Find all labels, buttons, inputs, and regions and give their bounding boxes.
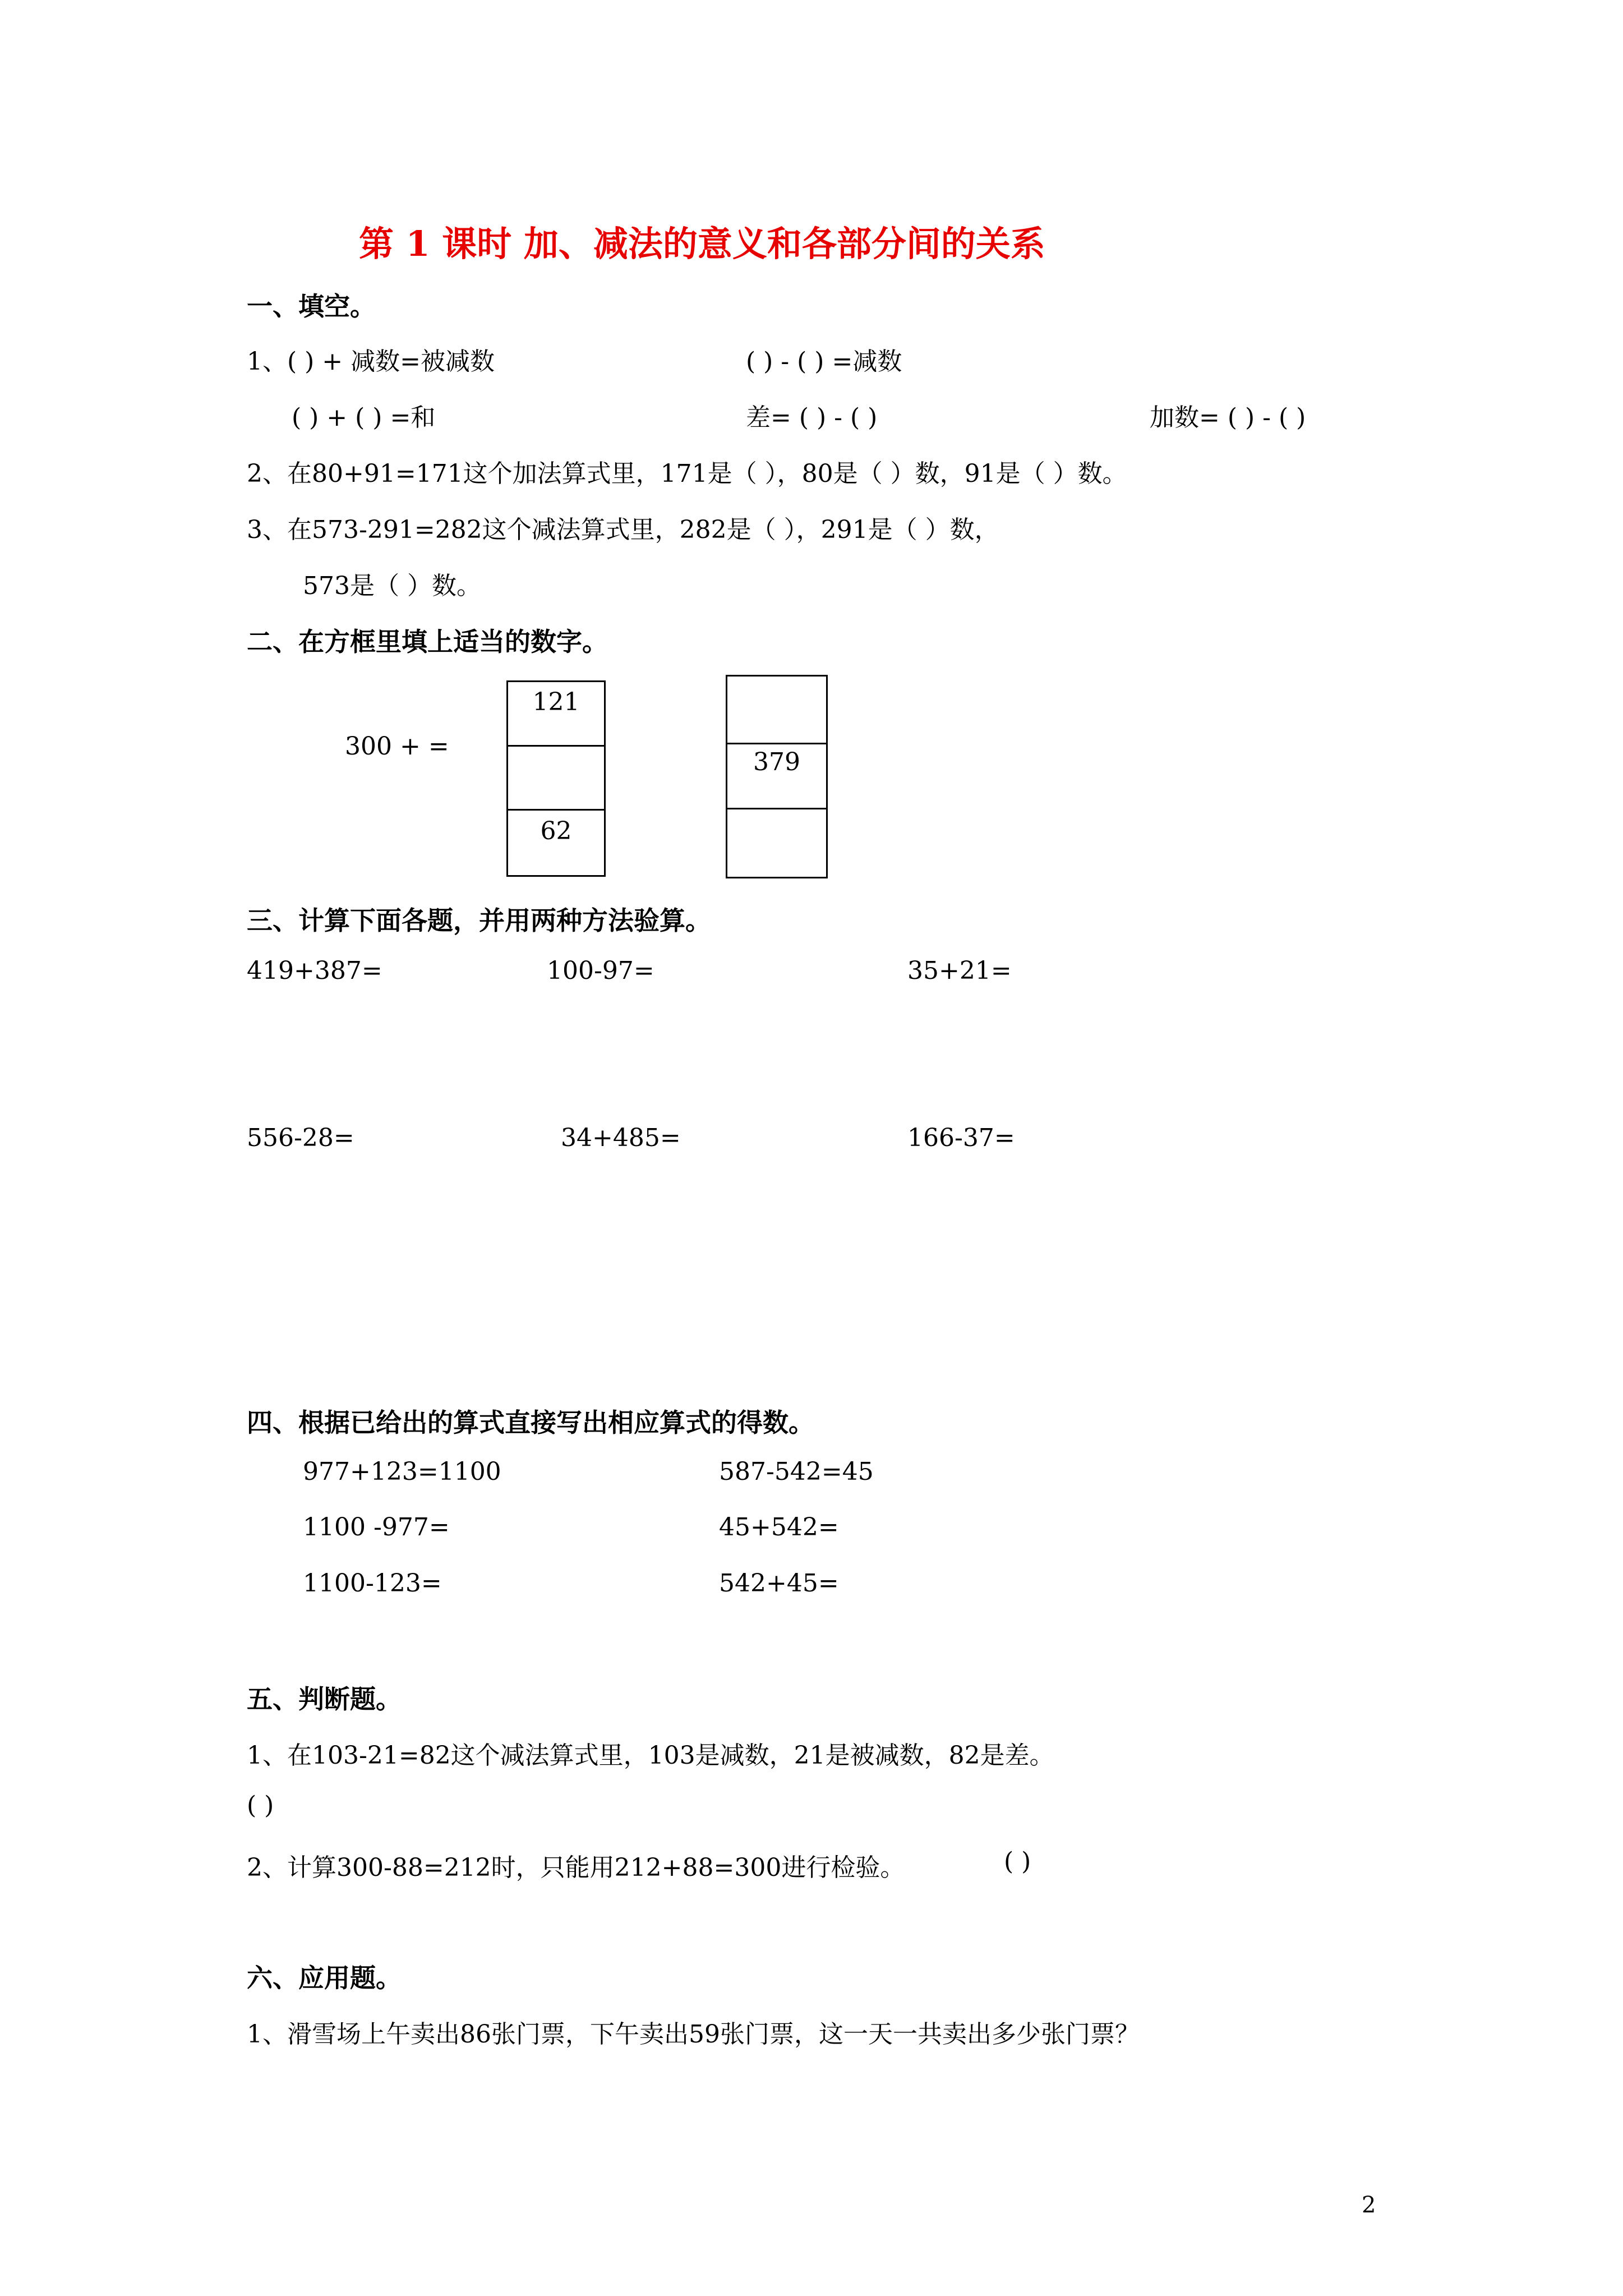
section-3-heading: 三、计算下面各题，并用两种方法验算。 xyxy=(247,905,711,936)
box2-divider-1 xyxy=(727,743,826,744)
section-4-heading: 四、根据已给出的算式直接写出相应算式的得数。 xyxy=(247,1407,814,1438)
fill-q3a: 3、在573-291=282这个减法算式里，282是（ ），291是（ ）数， xyxy=(247,516,999,544)
box1-divider-1 xyxy=(508,745,604,747)
page-title: 第 1 课时 加、减法的意义和各部分间的关系 xyxy=(359,223,1045,264)
fill-q2: 2、在80+91=171这个加法算式里，171是（ ），80是（ ）数，91是（ ）数。 xyxy=(247,459,1127,488)
judge-q2: 2、计算300-88=212时，只能用212+88=300进行检验。 xyxy=(247,1853,905,1882)
derive-item: 1100 -977= xyxy=(303,1513,450,1542)
box2-divider-2 xyxy=(727,808,826,809)
derive-item: 587-542=45 xyxy=(719,1457,874,1486)
word-problem-1: 1、滑雪场上午卖出86张门票，下午卖出59张门票，这一天一共卖出多少张门票？ xyxy=(247,2020,1140,2049)
box1-cell-top: 121 xyxy=(532,688,580,716)
fill-q1c: ( ) + ( ) =和 xyxy=(292,403,436,432)
page-number: 2 xyxy=(1362,2192,1376,2218)
fill-q1e: 加数= ( ) - ( ) xyxy=(1150,403,1306,432)
derive-item: 45+542= xyxy=(719,1513,839,1542)
box1-cell-bottom: 62 xyxy=(540,817,572,845)
derive-item: 977+123=1100 xyxy=(303,1457,501,1486)
judge-q1-answer[interactable]: ( ) xyxy=(247,1791,274,1820)
calc-item: 35+21= xyxy=(907,956,1012,985)
section-2-heading: 二、在方框里填上适当的数字。 xyxy=(247,627,608,657)
fill-q1d: 差= ( ) - ( ) xyxy=(746,403,878,432)
section-1-heading: 一、填空。 xyxy=(247,291,376,321)
fill-q1b: ( ) - ( ) =减数 xyxy=(746,347,902,376)
box-expression: 300 + = xyxy=(345,732,449,761)
fill-q1a: 1、( ) + 减数=被减数 xyxy=(247,347,495,376)
derive-item: 1100-123= xyxy=(303,1569,442,1598)
section-6-heading: 六、应用题。 xyxy=(247,1963,402,1993)
judge-q2-answer[interactable]: ( ) xyxy=(1004,1847,1031,1876)
answer-box-1 xyxy=(506,680,606,877)
calc-item: 34+485= xyxy=(561,1124,681,1152)
derive-item: 542+45= xyxy=(719,1569,839,1598)
box2-cell-middle: 379 xyxy=(753,748,800,776)
calc-item: 419+387= xyxy=(247,956,382,985)
calc-item: 100-97= xyxy=(547,956,654,985)
judge-q1: 1、在103-21=82这个减法算式里，103是减数，21是被减数，82是差。 xyxy=(247,1741,1054,1770)
calc-item: 556-28= xyxy=(247,1124,354,1152)
box1-divider-2 xyxy=(508,809,604,811)
calc-item: 166-37= xyxy=(907,1124,1015,1152)
fill-q3b: 573是（ ）数。 xyxy=(303,572,481,600)
section-5-heading: 五、判断题。 xyxy=(247,1684,402,1714)
answer-box-2 xyxy=(726,675,828,878)
